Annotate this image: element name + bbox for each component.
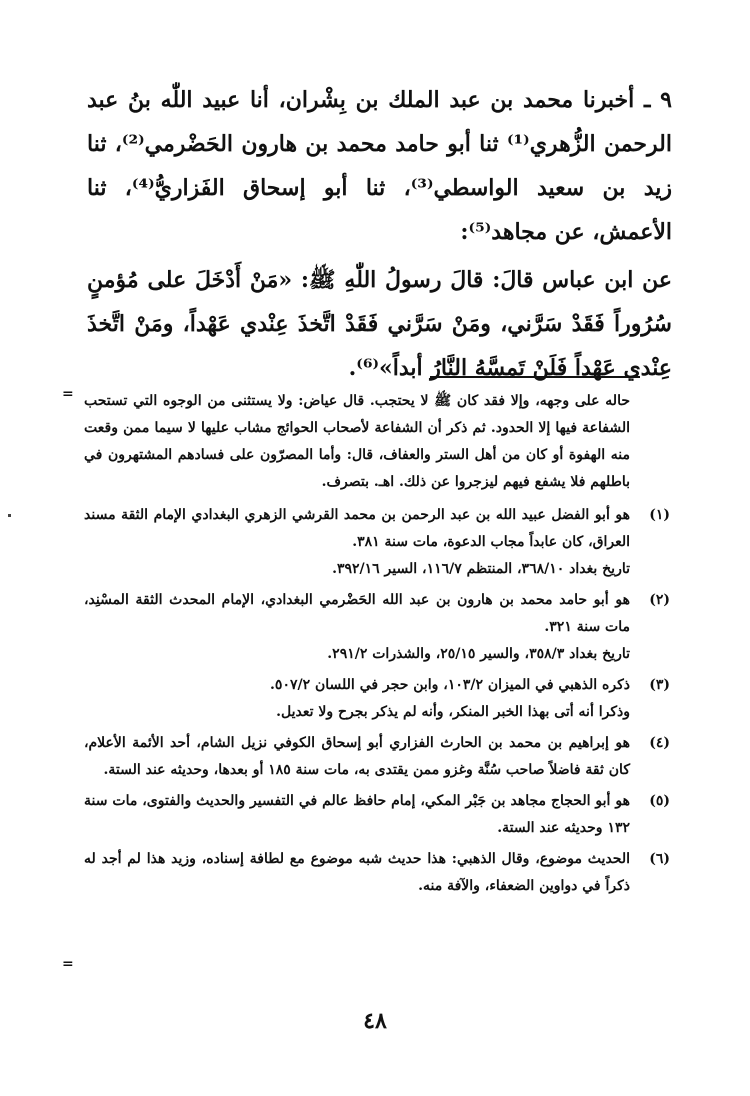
footnote-number: (١) (649, 507, 670, 523)
footnote-5 (84, 788, 670, 842)
footnote-body (84, 502, 630, 583)
footnote-line: الحديث موضوع، وقال الذهبي: هذا حديث شبه موضوع مع لطافة إسناده، وزيد هذا لم أجد له ذكراً في دواوين الضعفاء، والآفة منه. (84, 851, 630, 894)
footnote-number: (٣) (649, 677, 670, 693)
hadith-paragraph: عن ابن عباس قالَ: قالَ رسولُ اللّٰهِ ﷺ: «مَنْ أَدْخَلَ على مُؤمنٍ سُرُوراً فَقَدْ سَرَّني، ومَنْ سَرَّني فَقَدْ اتَّخذَ عِنْدي عَهْداً، ومَنْ اتَّخذَ عِنْدي عَهْداً فَلَنْ تَمسَّهُ النَّارُ أبداً»⁽⁶⁾. (87, 267, 672, 381)
footnote-body (84, 730, 630, 784)
footnote-line: تاريخ بغداد ٣٥٨/٣، والسير ٢٥/١٥، والشذرات ٢٩١/٢. (327, 646, 630, 662)
footnote-line: هو أبو الفضل عبيد الله بن عبد الرحمن بن محمد القرشي الزهري البغدادي الإمام الثقة مسند العراق، كان عابداً مجاب الدعوة، مات سنة ٣٨١. (84, 507, 630, 550)
footnote-6 (84, 846, 670, 900)
page-number: ٤٨ (363, 1008, 387, 1034)
footnote-line: تاريخ بغداد ٣٦٨/١٠، المنتظم ١١٦/٧، السير ٣٩٢/١٦. (332, 561, 630, 577)
footnote-1 (84, 502, 670, 583)
footnote-line: هو إبراهيم بن محمد بن الحارث الفزاري أبو إسحاق الكوفي نزيل الشام، أحد الأئمة الأعلام، كان ثقة فاضلاً صاحب سُنَّة وغزو ممن يقتدى به، مات سنة ١٨٥ أو بعدها، وحديثه عند الستة. (84, 735, 630, 778)
footnote-2 (84, 587, 670, 668)
continuation-mark-bottom: = (62, 956, 74, 972)
footnote-line: هو أبو الحجاج مجاهد بن جَبْر المكي، إمام حافظ عالم في التفسير والحديث والفتوى، مات سنة ١٣٢ وحديثه عند الستة. (84, 793, 630, 836)
footnote-number: (٥) (649, 793, 670, 809)
footnote-line: هو أبو حامد محمد بن هارون بن عبد الله الحَضْرمي البغدادي، الإمام المحدث الثقة المسْنِد، مات سنة ٣٢١. (84, 592, 630, 635)
footnote-number: (٤) (649, 735, 670, 751)
main-text (87, 78, 672, 390)
footnote-number: (٢) (649, 592, 670, 608)
footnote-number: (٦) (649, 851, 670, 867)
footnote-4 (84, 730, 670, 784)
footnote-body (84, 587, 630, 668)
footnote-3 (84, 672, 670, 726)
margin-tick (8, 514, 11, 517)
footnotes (84, 388, 670, 904)
footnote-body (84, 788, 630, 842)
continuation-mark-top: = (62, 386, 74, 402)
footnote-separator (430, 376, 640, 378)
footnote-line: ذكره الذهبي في الميزان ١٠٣/٢، وابن حجر في اللسان ٥٠٧/٢. (270, 677, 630, 693)
footnote-body (84, 846, 630, 900)
isnad-paragraph: ٩ ـ أخبرنا محمد بن عبد الملك بن بِشْران، أنا عبيد اللّٰه بنُ عبد الرحمن الزُّهري⁽¹⁾ ثنا أبو حامد محمد بن هارون الحَضْرمي⁽²⁾، ثنا زيد بن سعيد الواسطي⁽³⁾، ثنا أبو إسحاق الفَزاريُّ⁽⁴⁾، ثنا الأعمش، عن مجاهد⁽⁵⁾: (87, 87, 673, 245)
footnote-carryover: حاله على وجهه، وإلا فقد كان ﷺ لا يحتجب. قال عياض: ولا يستثنى من الوجوه التي تستحب الشفاعة فيها إلا الحدود. ثم ذكر أن الشفاعة لأصحاب الحوائج مشاب عليها لا سيما ممن وقعت منه الهفوة أو كان من أهل الستر والعفاف، قال: وأما المصرّون على فسادهم المشتهرون في باطلهم فلا يشفع فيهم ليزجروا عن ذلك. اهـ. بتصرف. (84, 393, 630, 490)
footnote-body (84, 672, 630, 726)
footnote-line: وذكرا أنه أتى بهذا الخبر المنكر، وأنه لم يذكر بجرح ولا تعديل. (276, 704, 630, 720)
